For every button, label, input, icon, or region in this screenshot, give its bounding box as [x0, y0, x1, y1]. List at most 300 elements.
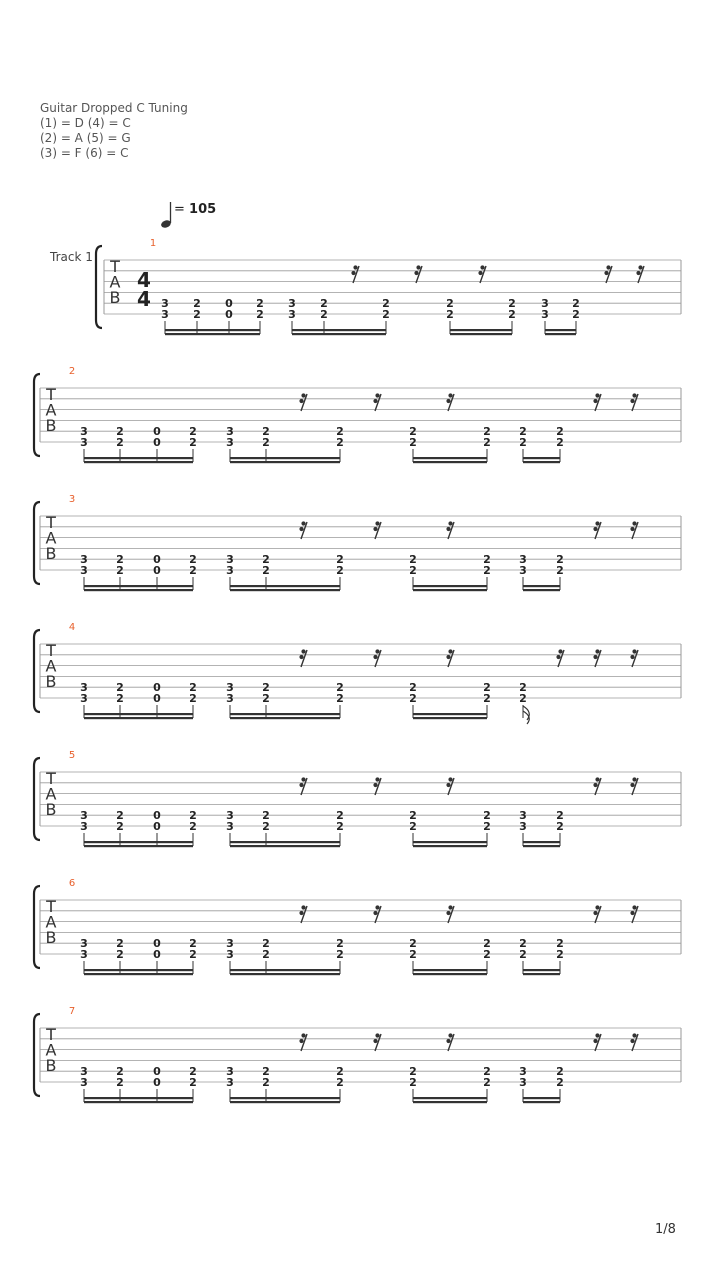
fret-number: 2: [336, 820, 344, 833]
fret-number: 2: [572, 308, 580, 321]
beam: [84, 1101, 193, 1103]
rest-head: [630, 911, 634, 915]
tab-clef-letter: T: [46, 641, 56, 660]
fret-number: 0: [153, 564, 161, 577]
rest-head: [448, 521, 452, 525]
fret-number: 2: [556, 425, 564, 439]
rest-head: [301, 521, 305, 525]
rest-head: [632, 905, 636, 909]
fret-number: 2: [556, 436, 564, 449]
rest-head: [558, 649, 562, 653]
fret-number: 3: [541, 297, 549, 311]
rest-head: [632, 393, 636, 397]
time-signature-top: 4: [137, 268, 151, 292]
rest-head: [593, 911, 597, 915]
tab-clef-letter: T: [46, 385, 56, 404]
tab-clef-letter: A: [45, 912, 57, 932]
beam: [84, 717, 193, 719]
fret-number: 3: [541, 308, 549, 321]
beam: [230, 589, 340, 591]
rest-head: [375, 521, 379, 525]
fret-number: 3: [161, 308, 169, 321]
rest-head: [375, 393, 379, 397]
tab-clef-letter: T: [110, 257, 120, 276]
beam: [413, 969, 487, 971]
rest-head: [604, 271, 608, 275]
fret-number: 2: [556, 1065, 564, 1079]
fret-number: 2: [336, 436, 344, 449]
tab-clef-letter: A: [45, 1040, 57, 1060]
beam: [230, 841, 340, 843]
rest-head: [636, 271, 640, 275]
fret-number: 2: [508, 308, 516, 321]
fret-number: 0: [153, 948, 161, 961]
rest-head: [416, 265, 420, 269]
fret-number: 2: [189, 553, 197, 567]
rest-head: [301, 905, 305, 909]
fret-number: 2: [519, 681, 527, 695]
tab-clef-letter: A: [45, 528, 57, 548]
rest-head: [373, 911, 377, 915]
fret-number: 2: [336, 1065, 344, 1079]
system-bracket: [96, 246, 102, 328]
fret-number: 2: [116, 553, 124, 567]
fret-number: 2: [189, 692, 197, 705]
fret-number: 3: [161, 297, 169, 311]
fret-number: 3: [519, 1076, 527, 1089]
system-bracket: [34, 630, 40, 712]
fret-number: 2: [409, 948, 417, 961]
fret-number: 3: [226, 1076, 234, 1089]
rest-head: [630, 527, 634, 531]
tab-clef-letter: A: [45, 656, 57, 676]
fret-number: 3: [226, 436, 234, 449]
fret-number: 2: [262, 1076, 270, 1089]
fret-number: 3: [80, 692, 88, 705]
fret-number: 3: [226, 820, 234, 833]
fret-number: 2: [519, 436, 527, 449]
rest-head: [448, 905, 452, 909]
fret-number: 2: [483, 809, 491, 823]
beam: [84, 841, 193, 843]
fret-number: 2: [519, 692, 527, 705]
fret-number: 2: [409, 820, 417, 833]
fret-number: 2: [483, 564, 491, 577]
rest-head: [448, 393, 452, 397]
track-label: Track 1: [50, 250, 93, 264]
fret-number: 2: [409, 425, 417, 439]
fret-number: 2: [116, 1065, 124, 1079]
fret-number: 2: [189, 948, 197, 961]
rest-head: [375, 777, 379, 781]
fret-number: 2: [256, 308, 264, 321]
beam: [450, 333, 512, 335]
fret-number: 2: [262, 692, 270, 705]
fret-number: 2: [556, 564, 564, 577]
rest-head: [632, 1033, 636, 1037]
rest-head: [593, 527, 597, 531]
beam: [413, 973, 487, 975]
fret-number: 2: [189, 820, 197, 833]
fret-number: 2: [116, 425, 124, 439]
rest-head: [638, 265, 642, 269]
fret-number: 2: [409, 564, 417, 577]
fret-number: 3: [226, 1065, 234, 1079]
beam: [230, 845, 340, 847]
fret-number: 2: [193, 308, 201, 321]
measure-number: 4: [68, 622, 76, 633]
rest-head: [593, 783, 597, 787]
rest-head: [373, 783, 377, 787]
rest-head: [480, 265, 484, 269]
fret-number: 2: [336, 564, 344, 577]
fret-number: 0: [153, 809, 161, 823]
fret-number: 3: [226, 553, 234, 567]
fret-number: 3: [226, 425, 234, 439]
beam: [450, 329, 512, 331]
rest-head: [375, 905, 379, 909]
fret-number: 2: [189, 809, 197, 823]
fret-number: 3: [80, 948, 88, 961]
fret-number: 2: [409, 436, 417, 449]
tab-clef-letter: T: [46, 513, 56, 532]
beam: [413, 713, 487, 715]
measure-number: 6: [68, 878, 76, 889]
beam: [523, 845, 560, 847]
fret-number: 2: [336, 1076, 344, 1089]
tab-clef-letter: B: [45, 544, 57, 563]
fret-number: 2: [483, 692, 491, 705]
beam: [413, 1097, 487, 1099]
fret-number: 0: [153, 692, 161, 705]
beam: [413, 845, 487, 847]
rest-head: [299, 527, 303, 531]
measure-number: 3: [68, 494, 76, 505]
rest-head: [595, 1033, 599, 1037]
fret-number: 2: [519, 948, 527, 961]
fret-number: 2: [409, 809, 417, 823]
rest-head: [301, 1033, 305, 1037]
beam: [84, 589, 193, 591]
fret-number: 2: [519, 937, 527, 951]
fret-number: 2: [446, 297, 454, 311]
fret-number: 2: [483, 948, 491, 961]
fret-number: 2: [483, 681, 491, 695]
beam: [230, 461, 340, 463]
fret-number: 2: [262, 948, 270, 961]
beam: [84, 585, 193, 587]
rest-head: [448, 649, 452, 653]
beam: [84, 461, 193, 463]
system-bracket: [34, 374, 40, 456]
fret-number: 2: [189, 681, 197, 695]
beam: [523, 841, 560, 843]
rest-head: [373, 655, 377, 659]
fret-number: 0: [153, 820, 161, 833]
fret-number: 2: [409, 553, 417, 567]
fret-number: 2: [336, 553, 344, 567]
fret-number: 3: [80, 820, 88, 833]
fret-number: 2: [193, 297, 201, 311]
beam: [292, 329, 386, 331]
fret-number: 2: [556, 1076, 564, 1089]
fret-number: 3: [80, 937, 88, 951]
fret-number: 0: [153, 681, 161, 695]
tab-clef-letter: B: [45, 672, 57, 691]
fret-number: 0: [153, 937, 161, 951]
fret-number: 2: [189, 1065, 197, 1079]
beam: [413, 717, 487, 719]
rest-head: [593, 1039, 597, 1043]
beam: [545, 333, 576, 335]
beam: [84, 973, 193, 975]
tab-clef-letter: B: [45, 928, 57, 947]
time-signature-bottom: 4: [137, 287, 151, 311]
tab-clef-letter: A: [45, 784, 57, 804]
fret-number: 2: [262, 564, 270, 577]
fret-number: 3: [519, 564, 527, 577]
rest-head: [448, 777, 452, 781]
fret-number: 0: [225, 297, 233, 311]
tempo-prefix: =: [174, 202, 190, 217]
rest-head: [414, 271, 418, 275]
fret-number: 0: [153, 1076, 161, 1089]
rest-head: [478, 271, 482, 275]
beam: [523, 457, 560, 459]
beam: [523, 969, 560, 971]
fret-number: 2: [336, 937, 344, 951]
fret-number: 2: [556, 809, 564, 823]
tuning-line: (3) = F (6) = C: [40, 146, 129, 160]
beam: [413, 841, 487, 843]
fret-number: 3: [80, 681, 88, 695]
fret-number: 2: [256, 297, 264, 311]
fret-number: 2: [409, 1065, 417, 1079]
tab-clef-letter: B: [45, 1056, 57, 1075]
rest-head: [299, 1039, 303, 1043]
fret-number: 2: [409, 1076, 417, 1089]
fret-number: 0: [225, 308, 233, 321]
beam: [413, 461, 487, 463]
beam: [84, 1097, 193, 1099]
rest-head: [595, 777, 599, 781]
fret-number: 0: [153, 425, 161, 439]
rest-head: [630, 1039, 634, 1043]
fret-number: 2: [262, 1065, 270, 1079]
rest-head: [446, 527, 450, 531]
beam: [230, 969, 340, 971]
fret-number: 2: [336, 809, 344, 823]
fret-number: 2: [262, 425, 270, 439]
fret-number: 2: [409, 937, 417, 951]
tab-clef-letter: A: [45, 400, 57, 420]
rest-head: [299, 783, 303, 787]
beam: [413, 585, 487, 587]
beam: [523, 589, 560, 591]
fret-number: 3: [288, 297, 296, 311]
tab-clef-letter: B: [45, 800, 57, 819]
fret-number: 2: [382, 297, 390, 311]
fret-number: 2: [483, 436, 491, 449]
fret-number: 2: [116, 681, 124, 695]
beam: [523, 973, 560, 975]
beam: [230, 585, 340, 587]
system-bracket: [34, 1014, 40, 1096]
fret-number: 3: [80, 809, 88, 823]
rest-head: [595, 521, 599, 525]
rest-head: [375, 1033, 379, 1037]
fret-number: 3: [519, 809, 527, 823]
tab-clef-letter: T: [46, 897, 56, 916]
rest-head: [606, 265, 610, 269]
rest-head: [301, 777, 305, 781]
rest-head: [630, 399, 634, 403]
fret-number: 0: [153, 436, 161, 449]
fret-number: 3: [519, 553, 527, 567]
fret-number: 2: [262, 820, 270, 833]
rest-head: [593, 399, 597, 403]
fret-number: 2: [262, 809, 270, 823]
fret-number: 2: [116, 809, 124, 823]
fret-number: 3: [519, 1065, 527, 1079]
rest-head: [299, 399, 303, 403]
fret-number: 0: [153, 553, 161, 567]
fret-number: 2: [483, 425, 491, 439]
tab-clef-letter: T: [46, 769, 56, 788]
tab-clef-letter: B: [109, 288, 121, 307]
system-bracket: [34, 502, 40, 584]
fret-number: 2: [483, 1065, 491, 1079]
fret-number: 2: [189, 937, 197, 951]
fret-number: 3: [288, 308, 296, 321]
rest-head: [630, 655, 634, 659]
fret-number: 2: [336, 692, 344, 705]
fret-number: 2: [409, 692, 417, 705]
beam: [230, 1101, 340, 1103]
fret-number: 2: [116, 948, 124, 961]
fret-number: 2: [508, 297, 516, 311]
beam: [523, 1101, 560, 1103]
rest-head: [353, 265, 357, 269]
system-bracket: [34, 886, 40, 968]
fret-number: 2: [382, 308, 390, 321]
fret-number: 2: [189, 436, 197, 449]
beam: [413, 589, 487, 591]
fret-number: 2: [572, 297, 580, 311]
rest-head: [446, 655, 450, 659]
beam: [292, 333, 386, 335]
beam: [165, 333, 260, 335]
rest-head: [373, 1039, 377, 1043]
rest-head: [448, 1033, 452, 1037]
fret-number: 2: [116, 436, 124, 449]
beam: [84, 845, 193, 847]
rest-head: [351, 271, 355, 275]
fret-number: 2: [483, 820, 491, 833]
fret-number: 2: [336, 425, 344, 439]
fret-number: 2: [262, 937, 270, 951]
fret-number: 2: [446, 308, 454, 321]
beam: [413, 457, 487, 459]
tuning-title: Guitar Dropped C Tuning: [40, 101, 188, 115]
fret-number: 2: [556, 553, 564, 567]
fret-number: 2: [483, 553, 491, 567]
fret-number: 2: [556, 948, 564, 961]
fret-number: 3: [226, 692, 234, 705]
fret-number: 3: [226, 564, 234, 577]
fret-number: 2: [320, 308, 328, 321]
fret-number: 2: [116, 937, 124, 951]
beam: [84, 969, 193, 971]
system-bracket: [34, 758, 40, 840]
beam: [413, 1101, 487, 1103]
fret-number: 2: [409, 681, 417, 695]
fret-number: 3: [226, 809, 234, 823]
rest-head: [373, 527, 377, 531]
measure-number: 7: [68, 1006, 76, 1017]
beam: [165, 329, 260, 331]
page-number: 1/8: [655, 1222, 676, 1237]
rest-head: [632, 521, 636, 525]
rest-head: [595, 649, 599, 653]
rest-head: [593, 655, 597, 659]
beam: [230, 713, 340, 715]
fret-number: 3: [226, 681, 234, 695]
rest-head: [299, 911, 303, 915]
fret-number: 2: [320, 297, 328, 311]
fret-number: 3: [226, 948, 234, 961]
rest-head: [632, 649, 636, 653]
tuning-line: (2) = A (5) = G: [40, 131, 131, 145]
rest-head: [373, 399, 377, 403]
beam: [523, 461, 560, 463]
fret-number: 2: [262, 681, 270, 695]
fret-number: 2: [189, 1076, 197, 1089]
rest-head: [556, 655, 560, 659]
fret-number: 3: [519, 820, 527, 833]
tab-clef-letter: A: [109, 272, 121, 292]
rest-head: [446, 783, 450, 787]
tuning-line: (1) = D (4) = C: [40, 116, 131, 130]
fret-number: 2: [116, 564, 124, 577]
rest-head: [301, 393, 305, 397]
fret-number: 2: [116, 1076, 124, 1089]
fret-number: 2: [483, 1076, 491, 1089]
beam: [230, 457, 340, 459]
fret-number: 2: [189, 564, 197, 577]
fret-number: 3: [80, 436, 88, 449]
beam: [230, 1097, 340, 1099]
fret-number: 2: [519, 425, 527, 439]
tab-clef-letter: T: [46, 1025, 56, 1044]
rest-head: [595, 905, 599, 909]
rest-head: [446, 399, 450, 403]
beam: [230, 973, 340, 975]
fret-number: 3: [80, 564, 88, 577]
fret-number: 3: [80, 553, 88, 567]
fret-number: 2: [116, 820, 124, 833]
fret-number: 2: [116, 692, 124, 705]
rest-head: [299, 655, 303, 659]
rest-head: [446, 911, 450, 915]
beam: [523, 1097, 560, 1099]
fret-number: 2: [336, 681, 344, 695]
beam: [84, 713, 193, 715]
fret-number: 3: [80, 1065, 88, 1079]
rest-head: [595, 393, 599, 397]
fret-number: 2: [189, 425, 197, 439]
fret-number: 2: [262, 436, 270, 449]
